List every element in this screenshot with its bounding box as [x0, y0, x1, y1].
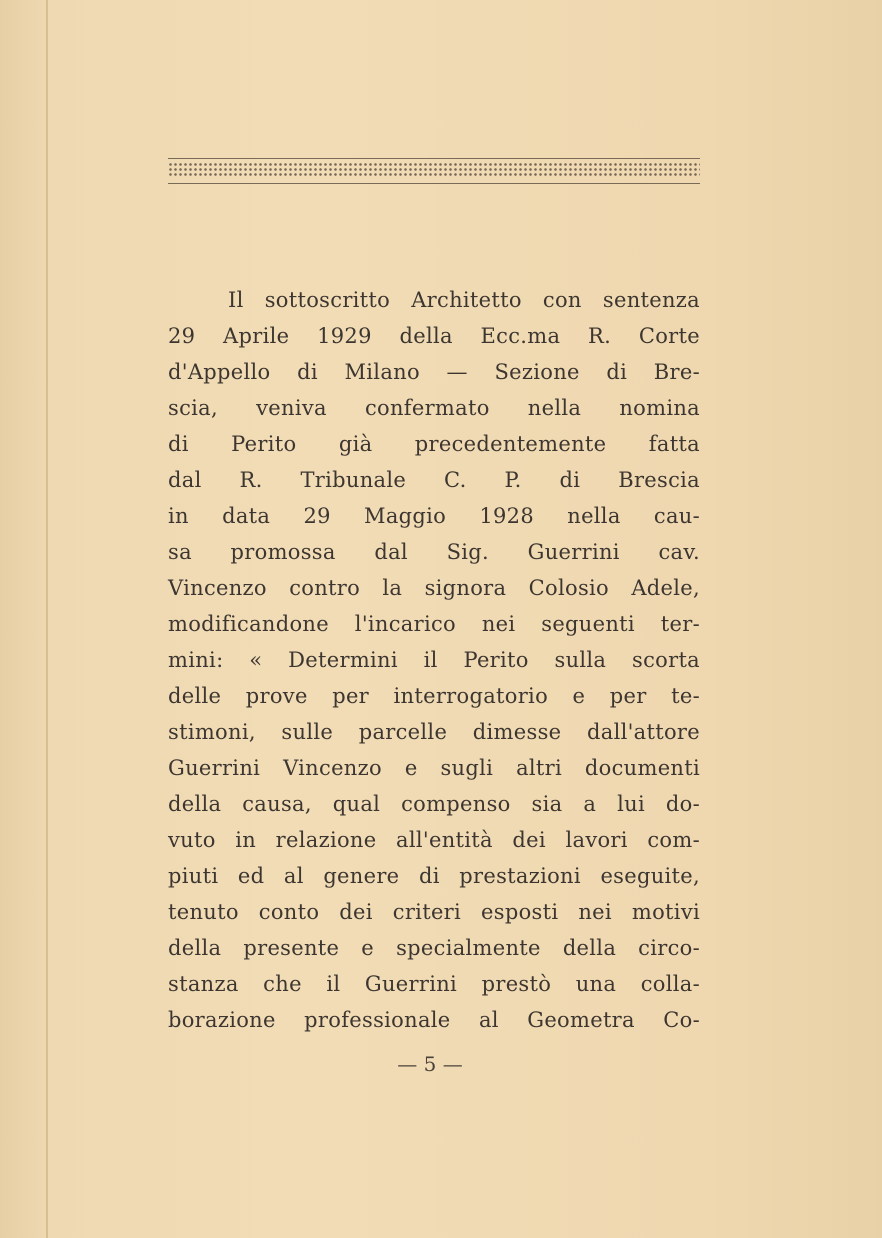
text-line [168, 786, 700, 822]
text-line-content: di Perito già precedentemente fatta [168, 432, 700, 456]
text-line [168, 534, 700, 570]
text-line-content: modificandone l'incarico nei seguenti ter- [168, 612, 700, 636]
ornament-dot-band [168, 162, 700, 178]
text-line-content: sa promossa dal Sig. Guerrini cav. [168, 540, 700, 564]
text-line-content: piuti ed al genere di prestazioni eseguite, [168, 864, 700, 888]
text-line [168, 498, 700, 534]
text-line-content: della causa, qual compenso sia a lui do- [168, 792, 700, 816]
text-line-content: Guerrini Vincenzo e sugli altri documenti [168, 756, 700, 780]
text-line [168, 858, 700, 894]
text-line [168, 426, 700, 462]
text-line-content: dal R. Tribunale C. P. di Brescia [168, 468, 700, 492]
text-line [168, 678, 700, 714]
text-line-content: mini: « Determini il Perito sulla scorta [168, 648, 700, 672]
text-line [168, 750, 700, 786]
ornament-rule-top [168, 158, 700, 159]
text-line [168, 966, 700, 1002]
text-line-content: borazione professionale al Geometra Co- [168, 1008, 700, 1032]
text-line-content: 29 Aprile 1929 della Ecc.ma R. Corte [168, 324, 700, 348]
text-line [168, 714, 700, 750]
text-line [168, 318, 700, 354]
decorative-border [168, 156, 700, 186]
text-line [168, 822, 700, 858]
text-line-content: Il sottoscritto Architetto con sentenza [228, 288, 700, 312]
text-line-content: in data 29 Maggio 1928 nella cau- [168, 504, 700, 528]
text-line [168, 354, 700, 390]
text-line [168, 606, 700, 642]
text-line [168, 282, 700, 318]
text-line-content: stanza che il Guerrini prestò una colla- [168, 972, 700, 996]
text-line-content: d'Appello di Milano — Sezione di Bre- [168, 360, 700, 384]
text-line [168, 894, 700, 930]
body-paragraph [168, 282, 700, 1038]
text-line-content: tenuto conto dei criteri esposti nei motivi [168, 900, 700, 924]
ornament-rule-bottom [168, 183, 700, 184]
text-line-content: delle prove per interrogatorio e per te- [168, 684, 700, 708]
text-line-content: stimoni, sulle parcelle dimesse dall'attore [168, 720, 700, 744]
text-line [168, 642, 700, 678]
text-line [168, 390, 700, 426]
text-line-content: Vincenzo contro la signora Colosio Adele, [168, 576, 700, 600]
page-number: — 5 — [397, 1052, 463, 1076]
page-fold [46, 0, 48, 1238]
text-line [168, 462, 700, 498]
text-line-content: scia, veniva confermato nella nomina [168, 396, 700, 420]
text-line [168, 570, 700, 606]
text-line-content: vuto in relazione all'entità dei lavori com- [168, 828, 700, 852]
text-line-content: della presente e specialmente della circo- [168, 936, 700, 960]
text-line [168, 930, 700, 966]
text-line [168, 1002, 700, 1038]
